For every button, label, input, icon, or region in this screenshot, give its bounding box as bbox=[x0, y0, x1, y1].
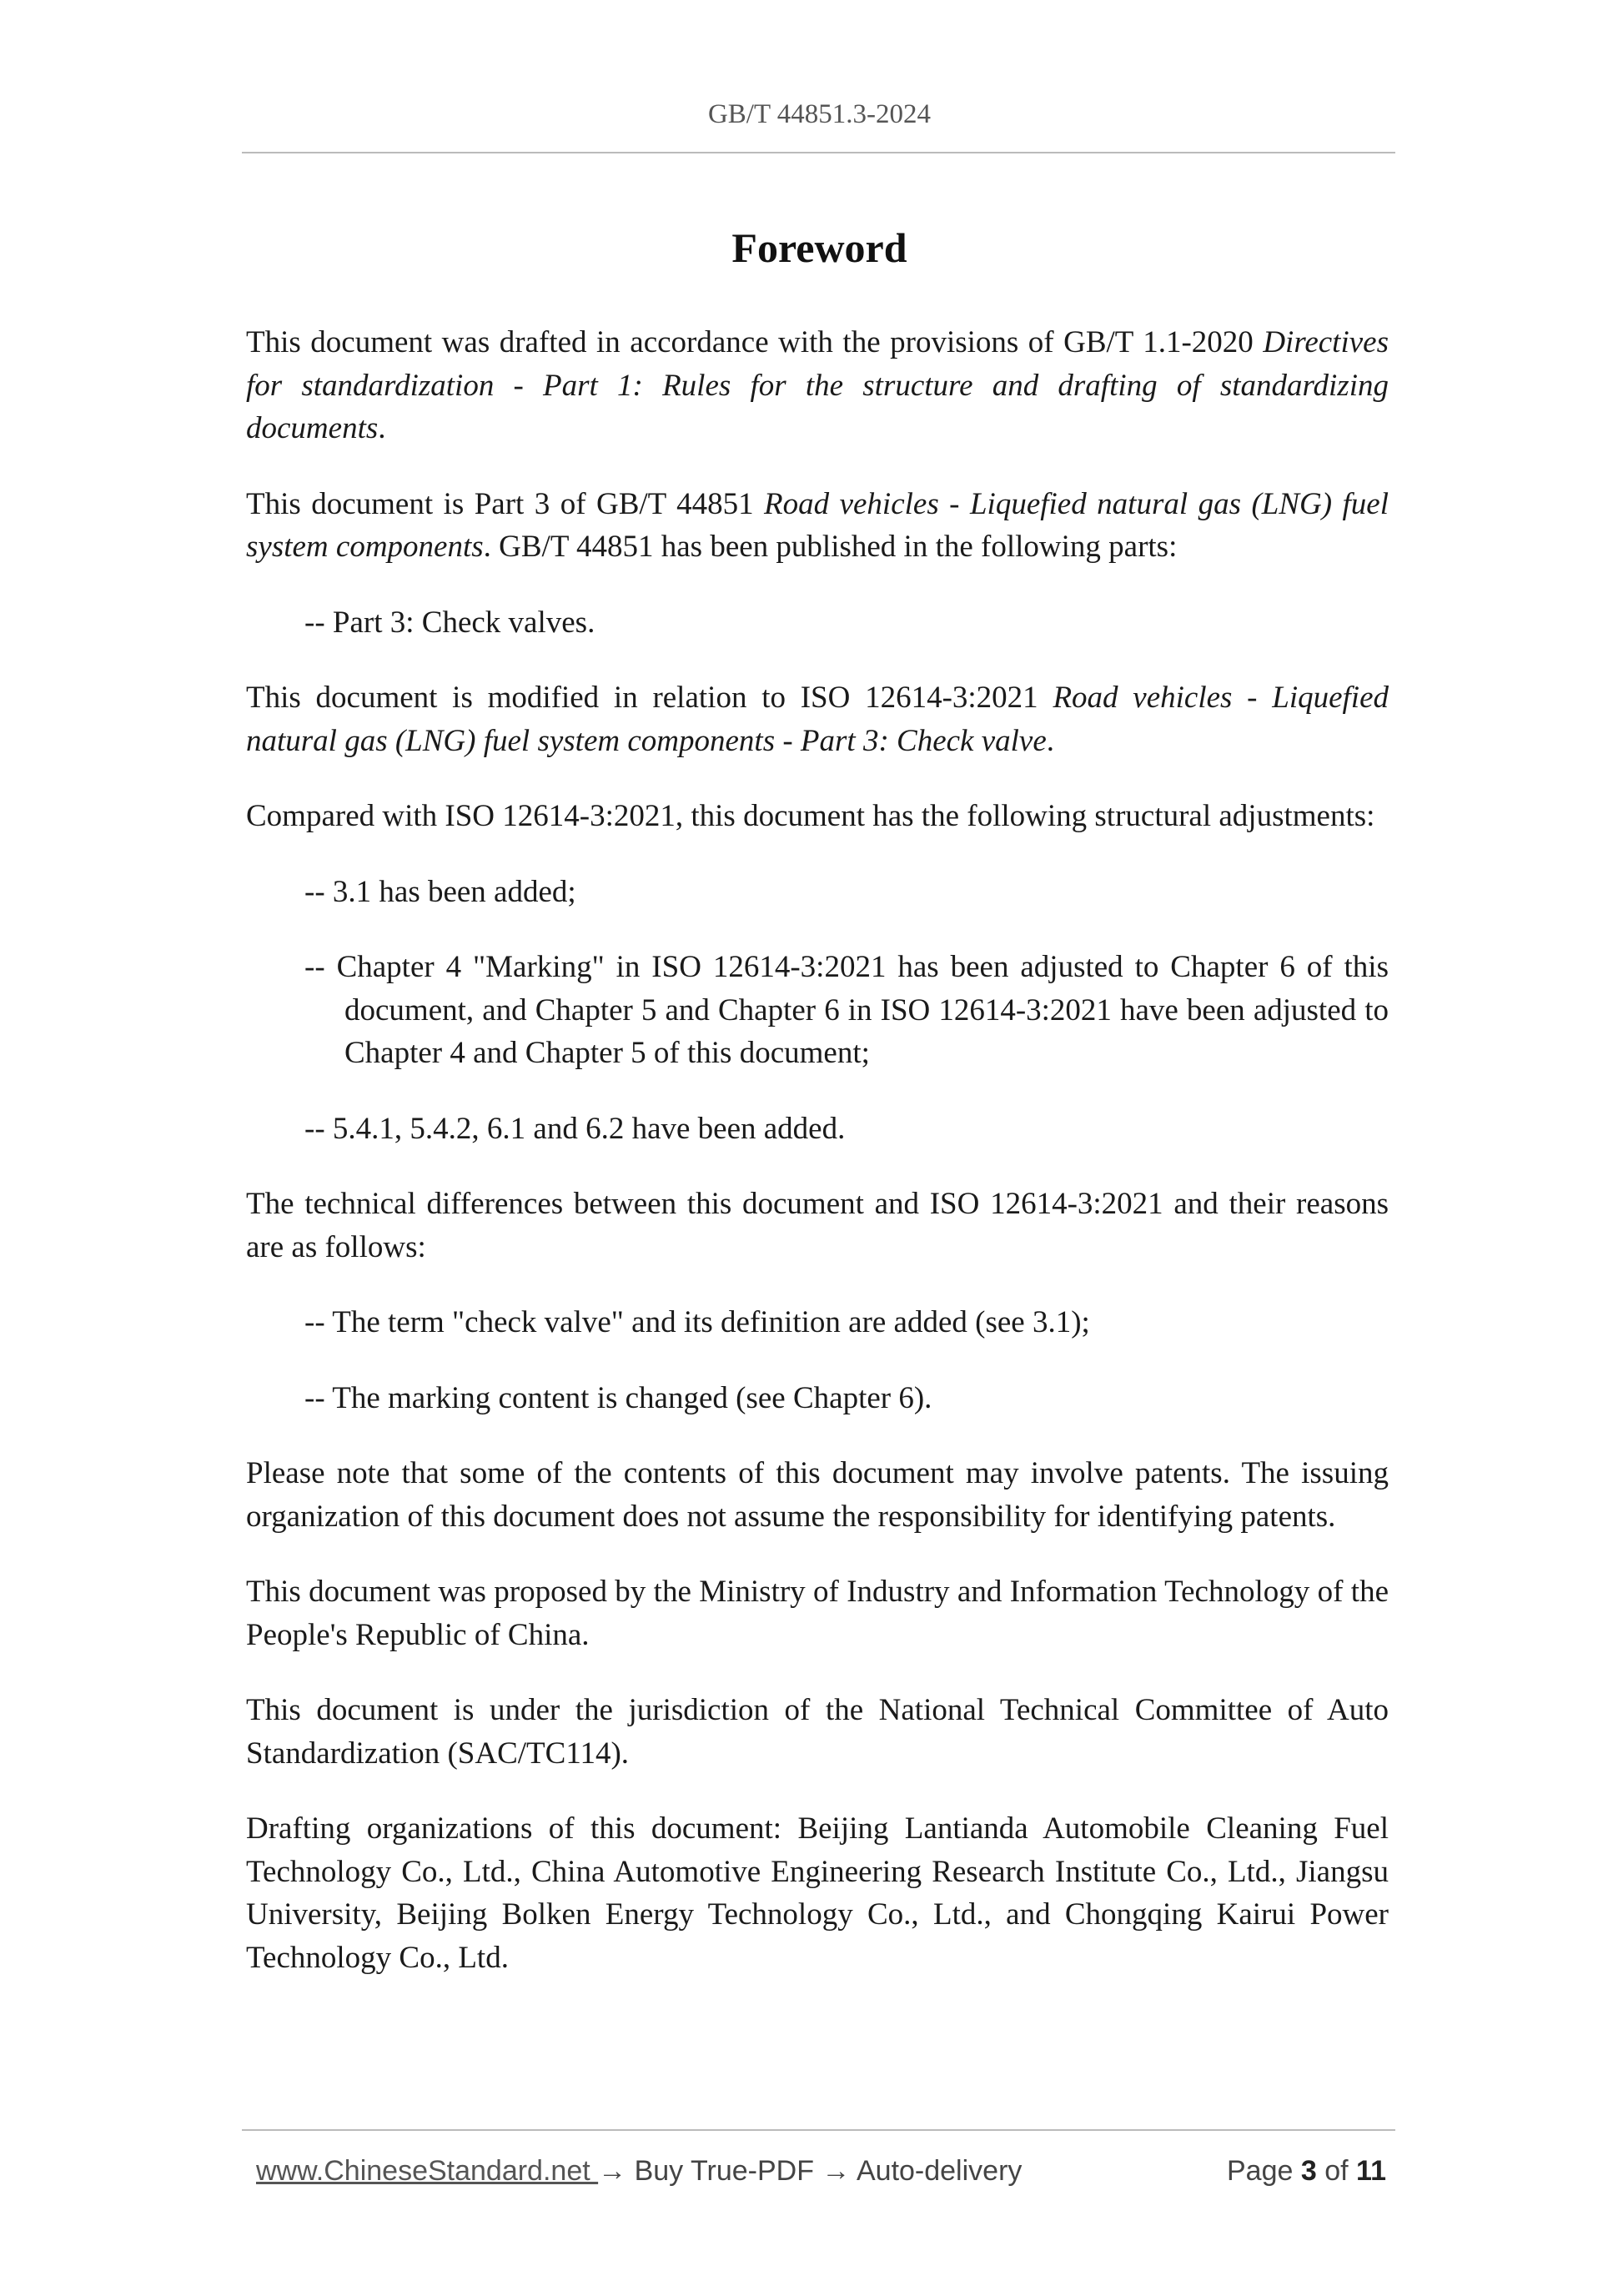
footer-divider bbox=[242, 2129, 1395, 2131]
auto-delivery-text: Auto-delivery bbox=[850, 2155, 1023, 2187]
current-page-number: 3 bbox=[1300, 2155, 1317, 2187]
foreword-body bbox=[246, 321, 1389, 2012]
paragraph-jurisdiction: This document is under the jurisdiction of the National Technical Committee of Auto Standardization (SAC/TC114). bbox=[246, 1693, 1389, 1771]
footer-promo bbox=[256, 2150, 1022, 2192]
arrow-right-icon: → bbox=[822, 2155, 851, 2187]
header-divider bbox=[242, 152, 1395, 153]
of-label: of bbox=[1324, 2155, 1349, 2187]
italic-standard-title: Directives for standardization - Part 1: Rules for the structure and drafting of standardizing documents bbox=[246, 325, 1389, 445]
website-link[interactable]: www.ChineseStandard.net bbox=[256, 2155, 599, 2187]
paragraph-drafting-organizations: Drafting organizations of this document: Beijing Lantianda Automobile Cleaning Fuel Technology Co., Ltd., China Automotive Engineering Research Institute Co., Ltd., Jiangsu University, Beijing Bolken Energy Technology Co., Ltd., and Chongqing Kairui Power Technology Co., Ltd. bbox=[246, 1811, 1389, 1975]
page-title: Foreword bbox=[731, 224, 907, 271]
paragraph-technical-differences: The technical differences between this document and ISO 12614-3:2021 and their reasons are as follows: bbox=[246, 1187, 1389, 1264]
buy-true-pdf-text: Buy True-PDF bbox=[626, 2155, 822, 2187]
list-item-difference: -- The term "check valve" and its definition are added (see 3.1); bbox=[304, 1305, 1090, 1339]
arrow-right-icon: → bbox=[598, 2155, 627, 2187]
list-item-adjustment: -- 3.1 has been added; bbox=[304, 874, 576, 909]
page-indicator bbox=[1227, 2150, 1386, 2192]
running-header bbox=[246, 93, 1393, 135]
paragraph-proposed-by: This document was proposed by the Ministry of Industry and Information Technology of the People's Republic of China. bbox=[246, 1575, 1389, 1652]
list-item-difference: -- The marking content is changed (see Chapter 6). bbox=[304, 1380, 932, 1415]
page-label: Page bbox=[1227, 2155, 1294, 2187]
list-item-published-part: -- Part 3: Check valves. bbox=[304, 605, 595, 640]
paragraph-part-of-series: This document is Part 3 of GB/T 44851 Road vehicles - Liquefied natural gas (LNG) fuel system components. GB/T 44851 has been published in the following parts: bbox=[246, 486, 1389, 564]
total-pages-number: 11 bbox=[1356, 2155, 1386, 2187]
list-item-adjustment: -- 5.4.1, 5.4.2, 6.1 and 6.2 have been added. bbox=[304, 1111, 846, 1146]
paragraph-iso-relation: This document is modified in relation to ISO 12614-3:2021 Road vehicles - Liquefied natural gas (LNG) fuel system components - Part 3: Check valve. bbox=[246, 681, 1389, 758]
paragraph-drafting-provisions: This document was drafted in accordance with the provisions of GB/T 1.1-2020 Directives for standardization - Part 1: Rules for the structure and drafting of standardizing documents. bbox=[246, 325, 1389, 445]
document-id: GB/T 44851.3-2024 bbox=[707, 99, 932, 129]
list-item-adjustment: -- Chapter 4 "Marking" in ISO 12614-3:2021 has been adjusted to Chapter 6 of this document, and Chapter 5 and Chapter 6 in ISO 12614-3:2021 have been adjusted to Chapter 4 and Chapter 5 of this document; bbox=[304, 950, 1389, 1070]
italic-iso-title: Road vehicles - Liquefied natural gas (LNG) fuel system components - Part 3: Check valve bbox=[246, 681, 1389, 758]
italic-series-title: Road vehicles - Liquefied natural gas (LNG) fuel system components bbox=[246, 486, 1389, 564]
page-footer bbox=[256, 2150, 1386, 2192]
paragraph-patents-notice: Please note that some of the contents of this document may involve patents. The issuing organization of this document does not assume the responsibility for identifying patents. bbox=[246, 1456, 1389, 1534]
paragraph-structural-adjustments: Compared with ISO 12614-3:2021, this document has the following structural adjustments: bbox=[246, 799, 1375, 833]
